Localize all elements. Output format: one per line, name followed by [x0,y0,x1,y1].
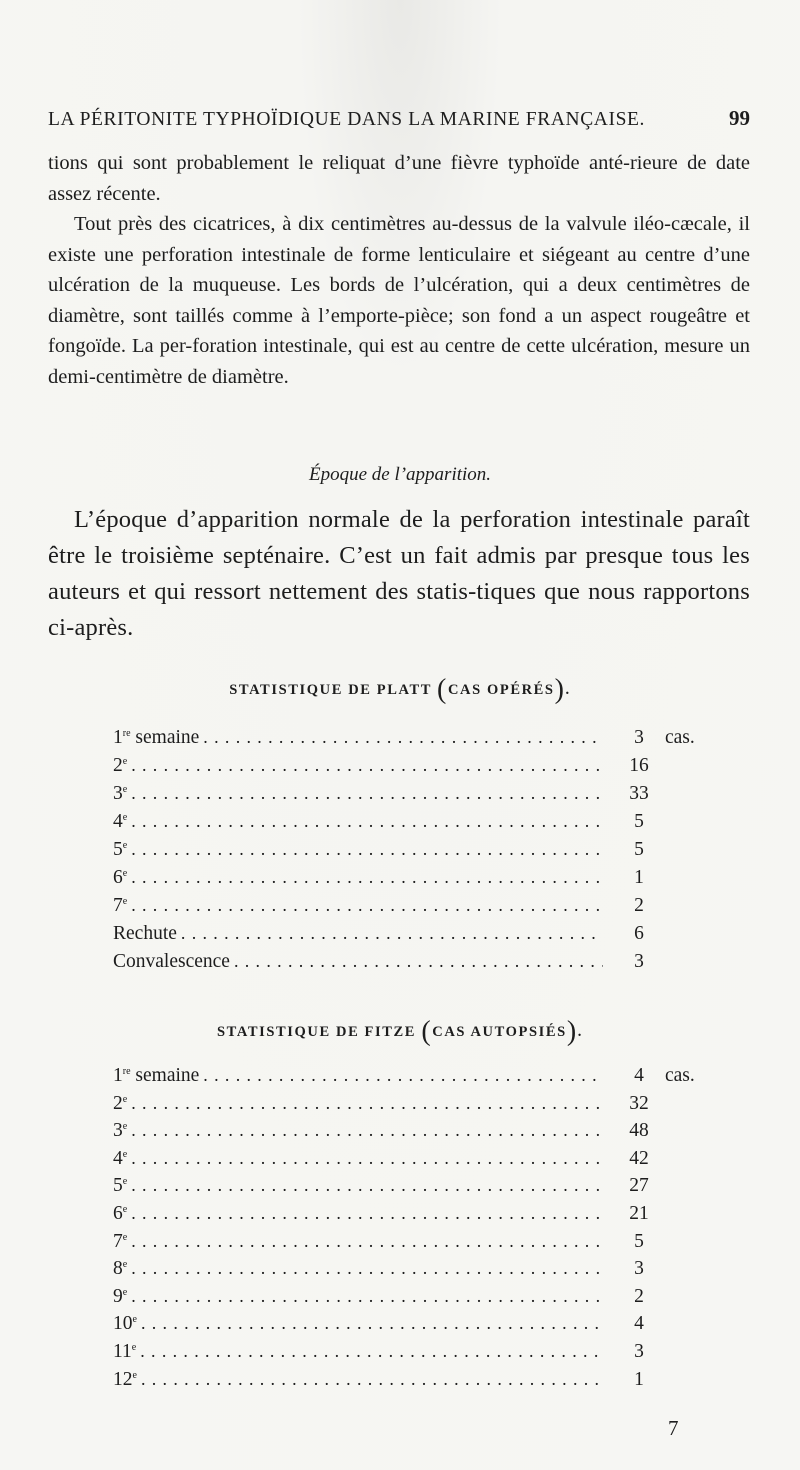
row-value: 1 [634,1368,644,1390]
dot-leader [131,839,603,860]
table-row [113,923,713,951]
row-label: 6e [113,1202,128,1224]
paragraph-1: tions qui sont probablement le reliquat d’une fièvre typhoïde anté-rieure de date assez récente. [48,152,750,205]
dot-leader [131,783,603,804]
paragraph-3: L’époque d’apparition normale de la perforation intestinale paraît être le troisième septénaire. C’est un fait admis par presque tous les auteurs et qui ressort nettement des statis-tiques que nous rapportons ci-après. [48,506,750,641]
row-label: 7e [113,895,128,916]
dot-leader [131,1148,603,1169]
signature-mark: 7 [668,1416,679,1440]
dot-leader [234,951,603,972]
stat-fitze-title-text: STATISTIQUE DE FITZE [217,1024,417,1040]
stat-fitze-title-paren: CAS AUTOPSIÉS [432,1024,567,1040]
row-label: 6e [113,867,128,888]
row-value: 32 [629,1092,649,1114]
table-row [113,1231,713,1259]
row-label: 5e [113,1175,128,1197]
row-label: 2e [113,1092,128,1114]
paragraph-2: Tout près des cicatrices, à dix centimètres au-dessus de la valvule iléo-cæcale, il existe une perforation intestinale de forme lenticulaire et siégeant au centre d’une ulcération de la muqueuse. Les bords de l’ulcération, qui a deux centimètres de diamètre, sont taillés comme à l’emporte-pièce; son fond a un aspect rougeâtre et fongoïde. La per-foration intestinale, qui est au centre de cette ulcération, mesure un demi-centimètre de diamètre. [48,213,750,388]
row-value: 48 [629,1120,649,1142]
row-value: 27 [629,1175,649,1197]
row-label: 12e [113,1368,137,1390]
dot-leader [141,1369,603,1390]
row-label: 11e [113,1340,137,1362]
row-label: Rechute [113,923,177,944]
page-number: 99 [729,106,750,130]
table-row [113,1341,713,1369]
row-label: 5e [113,839,128,860]
running-title: LA PÉRITONITE TYPHOÏDIQUE DANS LA MARINE FRANÇAISE. [48,109,646,130]
table-row [113,1258,713,1286]
table-row [113,895,713,923]
table-row [113,1148,713,1176]
table-row [113,1093,713,1121]
stat-platt-title: STATISTIQUE DE PLATT (CAS OPÉRÉS). [229,674,571,705]
paren-open: ( [421,1016,433,1047]
row-label: 3e [113,783,128,804]
row-label: 10e [113,1313,137,1335]
table-row [113,1369,713,1397]
dot-leader [181,923,603,944]
section-title: Époque de l’apparition. [308,464,492,485]
row-label: 1re semaine [113,1065,200,1086]
dot-leader [131,867,603,888]
row-value: 4 [634,1313,644,1335]
table-row [113,1120,713,1148]
row-value: 3 [634,951,644,972]
row-label: 4e [113,811,128,832]
dot-leader [203,727,603,748]
dot-leader [131,1093,603,1114]
dot-leader [131,895,603,916]
dot-leader [131,1203,603,1224]
row-label: Convalescence [113,951,230,972]
paragraph-perforation [48,209,750,392]
stat-fitze-table [113,1065,713,1396]
stat-platt-table [113,727,713,979]
table-row [113,783,713,811]
row-value: 1 [634,867,644,888]
dot-leader [131,1231,603,1252]
row-unit: cas. [665,727,695,748]
row-value: 2 [634,895,644,916]
row-value: 21 [629,1202,649,1224]
row-value: 5 [634,839,644,860]
row-value: 33 [629,783,649,804]
stat-fitze-title: STATISTIQUE DE FITZE (CAS AUTOPSIÉS). [217,1016,583,1047]
paragraph-continuation [48,148,750,209]
table-row [113,811,713,839]
dot-leader [131,1120,603,1141]
row-value: 3 [634,1340,644,1362]
row-label: 4e [113,1147,128,1169]
running-head [48,106,750,131]
table-row [113,1313,713,1341]
row-label: 9e [113,1285,128,1307]
row-value: 3 [634,727,644,748]
dot-leader [140,1341,603,1362]
stat-platt-title-paren: CAS OPÉRÉS [447,682,555,698]
table-row [113,867,713,895]
dot-leader [141,1313,603,1334]
row-value: 5 [634,1230,644,1252]
dot-leader [131,1258,603,1279]
table-row [113,839,713,867]
paren-close: ) [554,674,566,705]
row-value: 6 [634,923,644,944]
table-row [113,1175,713,1203]
row-value: 16 [629,755,649,776]
paren-close: ) [566,1016,578,1047]
dot-leader [131,811,603,832]
table-row [113,727,713,755]
table-row [113,1203,713,1231]
dot-leader [131,1286,603,1307]
row-unit: cas. [665,1065,695,1086]
row-label: 8e [113,1258,128,1280]
row-label: 7e [113,1230,128,1252]
dot-leader [131,755,603,776]
row-value: 42 [629,1147,649,1169]
row-label: 3e [113,1120,128,1142]
row-value: 2 [634,1285,644,1307]
paren-open: ( [437,674,448,705]
row-value: 4 [634,1065,644,1086]
row-label: 2e [113,755,128,776]
table-row [113,1286,713,1314]
row-value: 5 [634,811,644,832]
dot-leader [203,1065,603,1086]
row-value: 3 [634,1258,644,1280]
stat-platt-title-text: STATISTIQUE DE PLATT [229,682,432,698]
table-row [113,755,713,783]
row-label: 1re semaine [113,727,200,748]
table-row [113,951,713,979]
table-row [113,1065,713,1093]
dot-leader [131,1175,603,1196]
